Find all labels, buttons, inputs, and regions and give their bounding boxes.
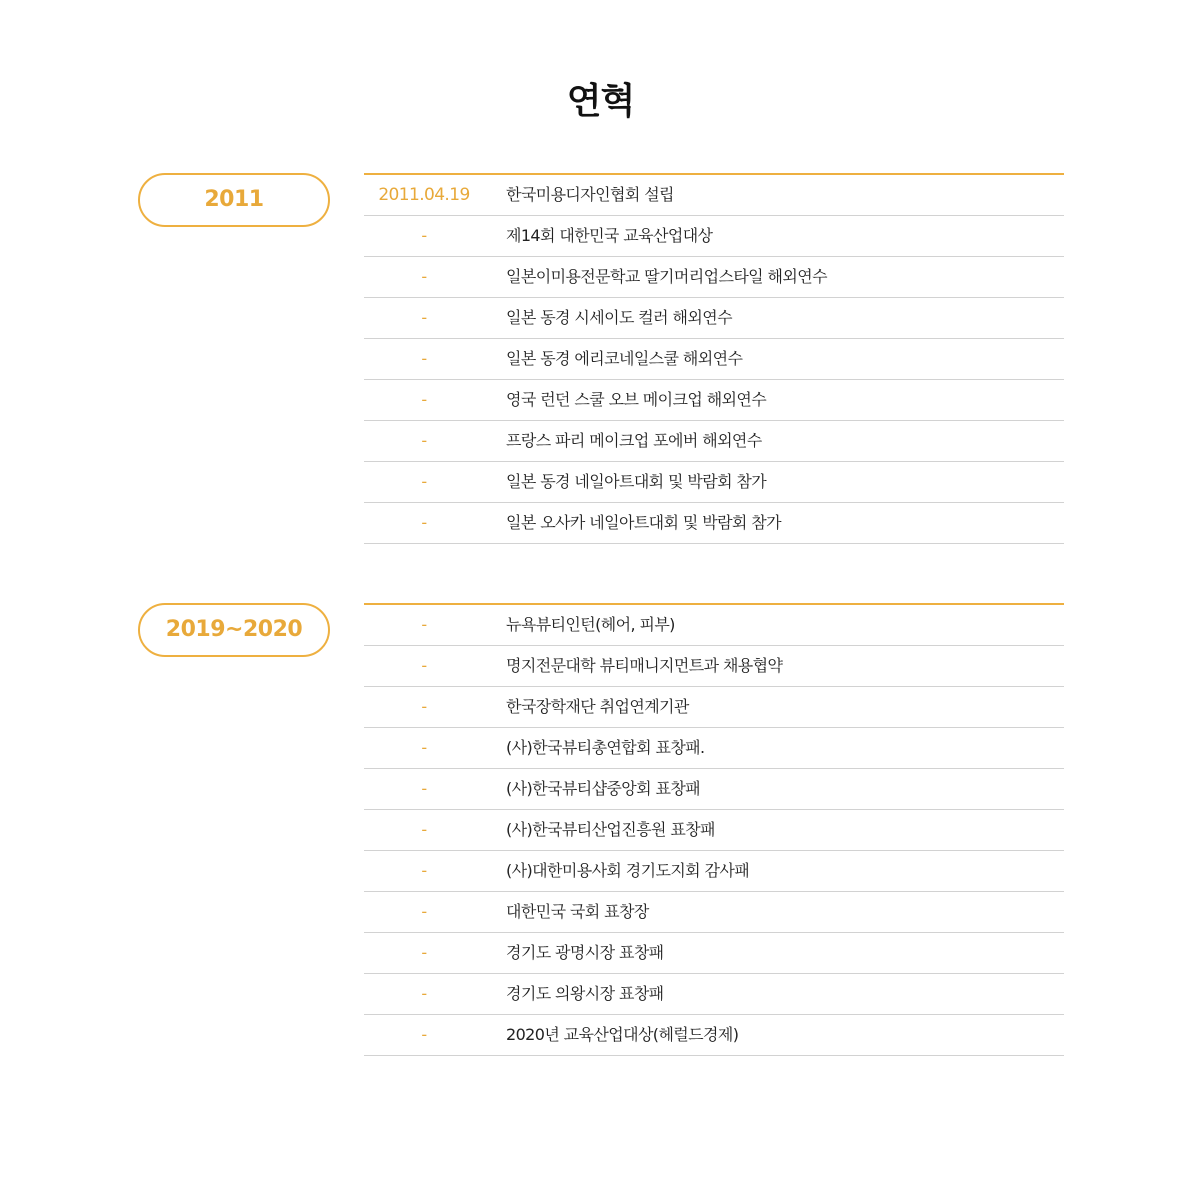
event-date: - (421, 431, 427, 450)
event-row (364, 933, 1064, 974)
event-text: 2020년 교육산업대상(헤럴드경제) (506, 1025, 739, 1044)
event-text: (사)한국뷰티산업진흥원 표창패 (506, 820, 715, 839)
event-date: - (421, 738, 427, 757)
event-text: 뉴욕뷰티인턴(헤어, 피부) (506, 615, 675, 634)
event-row (364, 380, 1064, 421)
event-date: - (421, 226, 427, 245)
event-text: 일본 동경 에리코네일스쿨 해외연수 (506, 349, 743, 368)
event-row (364, 1015, 1064, 1056)
year-badge: 2011 (138, 173, 330, 227)
event-row (364, 462, 1064, 503)
event-date: - (421, 779, 427, 798)
event-row (364, 646, 1064, 687)
event-date: - (421, 1025, 427, 1044)
event-row (364, 503, 1064, 544)
event-text: 일본 오사카 네일아트대회 및 박람회 참가 (506, 513, 781, 532)
event-row (364, 339, 1064, 380)
event-date: - (421, 615, 427, 634)
event-text: 명지전문대학 뷰티매니지먼트과 채용협약 (506, 656, 783, 675)
event-row (364, 974, 1064, 1015)
event-date: - (421, 861, 427, 880)
event-text: 대한민국 국회 표창장 (506, 902, 649, 921)
year-badge: 2019~2020 (138, 603, 330, 657)
event-text: 한국미용디자인협회 설립 (506, 185, 674, 204)
event-text: 프랑스 파리 메이크업 포에버 해외연수 (506, 431, 762, 450)
event-text: 일본 동경 시세이도 컬러 해외연수 (506, 308, 732, 327)
event-text: 경기도 광명시장 표창패 (506, 943, 664, 962)
event-row (364, 421, 1064, 462)
event-date: - (421, 390, 427, 409)
event-text: (사)한국뷰티총연합회 표창패. (506, 738, 705, 757)
event-text: 제14회 대한민국 교육산업대상 (506, 226, 713, 245)
event-date: - (421, 697, 427, 716)
event-date: - (421, 267, 427, 286)
event-date: - (421, 984, 427, 1003)
event-list (364, 603, 1064, 1056)
event-text: 일본이미용전문학교 딸기머리업스타일 해외연수 (506, 267, 827, 286)
event-date: - (421, 820, 427, 839)
event-row (364, 216, 1064, 257)
event-row (364, 728, 1064, 769)
event-text: 한국장학재단 취업연계기관 (506, 697, 689, 716)
event-text: (사)대한미용사회 경기도지회 감사패 (506, 861, 750, 880)
event-date: - (421, 472, 427, 491)
page-title: 연혁 (566, 81, 635, 122)
event-row (364, 257, 1064, 298)
event-date: 2011.04.19 (378, 185, 470, 205)
event-row (364, 851, 1064, 892)
event-row (364, 769, 1064, 810)
event-date: - (421, 513, 427, 532)
event-row (364, 892, 1064, 933)
event-row (364, 605, 1064, 646)
event-row (364, 687, 1064, 728)
event-date: - (421, 308, 427, 327)
event-date: - (421, 902, 427, 921)
event-date: - (421, 656, 427, 675)
event-text: 영국 런던 스쿨 오브 메이크업 해외연수 (506, 390, 767, 409)
event-row (364, 810, 1064, 851)
event-text: 경기도 의왕시장 표창패 (506, 984, 664, 1003)
event-date: - (421, 943, 427, 962)
event-date: - (421, 349, 427, 368)
event-row (364, 298, 1064, 339)
event-text: (사)한국뷰티샵중앙회 표창패 (506, 779, 701, 798)
event-row (364, 175, 1064, 216)
event-list (364, 173, 1064, 544)
event-text: 일본 동경 네일아트대회 및 박람회 참가 (506, 472, 767, 491)
